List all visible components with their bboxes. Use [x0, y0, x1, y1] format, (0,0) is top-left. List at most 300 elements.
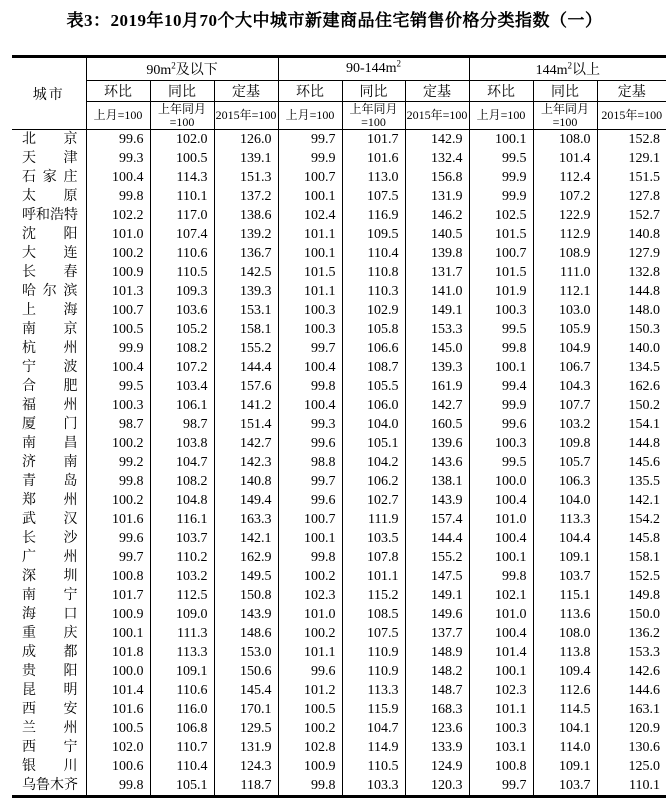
index-value: 102.0	[86, 738, 150, 757]
metric-header: 定基	[597, 81, 666, 102]
city-name-label: 天津	[22, 151, 78, 166]
table-row	[12, 624, 666, 643]
city-name	[12, 301, 86, 320]
index-value: 110.6	[150, 244, 214, 263]
index-value: 141.0	[405, 282, 469, 301]
index-value: 148.7	[405, 681, 469, 700]
index-value: 100.5	[86, 719, 150, 738]
city-name	[12, 358, 86, 377]
city-name-label: 深圳	[22, 569, 78, 584]
index-value: 99.5	[469, 320, 533, 339]
base-header: 2015年=100	[597, 102, 666, 130]
city-name	[12, 206, 86, 225]
index-value: 131.9	[405, 187, 469, 206]
table-row	[12, 719, 666, 738]
index-value: 100.4	[469, 624, 533, 643]
index-value: 163.1	[597, 700, 666, 719]
city-name-label: 昆明	[22, 683, 78, 698]
table-row	[12, 472, 666, 491]
base-header: 上月=100	[469, 102, 533, 130]
index-value: 144.6	[597, 681, 666, 700]
index-value: 115.9	[342, 700, 405, 719]
index-value: 103.7	[533, 567, 597, 586]
index-value: 153.0	[214, 643, 278, 662]
index-value: 107.5	[342, 624, 405, 643]
city-name-label: 济南	[22, 455, 78, 470]
index-value: 110.5	[342, 757, 405, 776]
city-name-label: 石家庄	[22, 170, 78, 185]
index-value: 103.5	[342, 529, 405, 548]
city-name	[12, 149, 86, 168]
city-name-label: 海口	[22, 607, 78, 622]
index-value: 102.7	[342, 491, 405, 510]
city-name	[12, 643, 86, 662]
index-value: 116.9	[342, 206, 405, 225]
index-value: 120.9	[597, 719, 666, 738]
index-value: 106.7	[533, 358, 597, 377]
index-value: 112.5	[150, 586, 214, 605]
index-value: 112.6	[533, 681, 597, 700]
metric-header: 定基	[405, 81, 469, 102]
index-value: 99.6	[278, 662, 342, 681]
index-value: 113.8	[533, 643, 597, 662]
index-value: 149.4	[214, 491, 278, 510]
city-name-label: 福州	[22, 398, 78, 413]
table-row	[12, 662, 666, 681]
city-name	[12, 719, 86, 738]
city-name-label: 银川	[22, 759, 78, 774]
base-header: 上月=100	[278, 102, 342, 130]
index-value: 100.7	[86, 301, 150, 320]
index-value: 99.4	[469, 377, 533, 396]
index-value: 108.7	[342, 358, 405, 377]
index-value: 146.2	[405, 206, 469, 225]
index-value: 104.9	[533, 339, 597, 358]
index-value: 106.2	[342, 472, 405, 491]
index-value: 105.1	[342, 434, 405, 453]
index-value: 129.1	[597, 149, 666, 168]
index-value: 99.8	[86, 187, 150, 206]
index-value: 101.9	[469, 282, 533, 301]
index-value: 109.1	[533, 757, 597, 776]
table-row	[12, 681, 666, 700]
index-value: 100.0	[469, 472, 533, 491]
index-value: 103.0	[533, 301, 597, 320]
index-value: 99.8	[278, 776, 342, 797]
city-name	[12, 776, 86, 797]
index-value: 110.4	[150, 757, 214, 776]
index-value: 102.1	[469, 586, 533, 605]
index-value: 102.9	[342, 301, 405, 320]
index-value: 156.8	[405, 168, 469, 187]
index-value: 154.2	[597, 510, 666, 529]
index-value: 110.5	[150, 263, 214, 282]
index-value: 104.4	[533, 529, 597, 548]
index-value: 101.1	[278, 225, 342, 244]
table-row	[12, 757, 666, 776]
city-name	[12, 453, 86, 472]
index-value: 120.3	[405, 776, 469, 797]
group-header-144-above: $144m^2$以上	[469, 57, 666, 81]
index-value: 108.0	[533, 130, 597, 150]
index-value: 110.3	[342, 282, 405, 301]
metric-header: 同比	[150, 81, 214, 102]
index-value: 148.9	[405, 643, 469, 662]
city-name-label: 成都	[22, 645, 78, 660]
index-value: 102.2	[86, 206, 150, 225]
index-value: 111.3	[150, 624, 214, 643]
index-value: 101.4	[469, 643, 533, 662]
index-value: 155.2	[405, 548, 469, 567]
index-value: 145.0	[405, 339, 469, 358]
index-value: 105.1	[150, 776, 214, 797]
city-name-label: 沈阳	[22, 227, 78, 242]
table-row	[12, 206, 666, 225]
index-value: 113.3	[533, 510, 597, 529]
index-value: 158.1	[214, 320, 278, 339]
city-name	[12, 263, 86, 282]
city-name	[12, 187, 86, 206]
city-name-label: 兰州	[22, 721, 78, 736]
table-row	[12, 700, 666, 719]
index-value: 99.8	[86, 776, 150, 797]
index-value: 100.4	[469, 529, 533, 548]
index-value: 108.2	[150, 472, 214, 491]
city-name	[12, 168, 86, 187]
index-value: 109.5	[342, 225, 405, 244]
city-name-label: 长春	[22, 265, 78, 280]
index-value: 137.7	[405, 624, 469, 643]
table-row	[12, 586, 666, 605]
index-value: 100.9	[86, 605, 150, 624]
index-value: 99.8	[469, 567, 533, 586]
index-value: 105.2	[150, 320, 214, 339]
index-value: 99.5	[86, 377, 150, 396]
index-value: 105.8	[342, 320, 405, 339]
index-value: 101.8	[86, 643, 150, 662]
index-value: 101.6	[86, 510, 150, 529]
city-name	[12, 415, 86, 434]
index-value: 161.9	[405, 377, 469, 396]
index-value: 103.6	[150, 301, 214, 320]
metric-header: 定基	[214, 81, 278, 102]
index-value: 122.9	[533, 206, 597, 225]
table-row	[12, 643, 666, 662]
index-value: 100.1	[469, 358, 533, 377]
index-value: 110.9	[342, 643, 405, 662]
index-value: 100.4	[86, 168, 150, 187]
city-name	[12, 282, 86, 301]
index-value: 109.4	[533, 662, 597, 681]
city-name-label: 南宁	[22, 588, 78, 603]
index-value: 110.2	[150, 548, 214, 567]
index-value: 99.9	[86, 339, 150, 358]
base-header: 2015年=100	[405, 102, 469, 130]
index-value: 132.4	[405, 149, 469, 168]
table-row	[12, 301, 666, 320]
index-value: 100.1	[469, 548, 533, 567]
index-value: 113.0	[342, 168, 405, 187]
index-value: 139.2	[214, 225, 278, 244]
index-value: 148.0	[597, 301, 666, 320]
city-name-label: 武汉	[22, 512, 78, 527]
index-value: 114.9	[342, 738, 405, 757]
city-name	[12, 472, 86, 491]
index-value: 100.5	[86, 320, 150, 339]
table-row	[12, 358, 666, 377]
city-name	[12, 605, 86, 624]
index-value: 113.3	[342, 681, 405, 700]
index-value: 143.6	[405, 453, 469, 472]
table-row	[12, 453, 666, 472]
index-value: 103.4	[150, 377, 214, 396]
index-value: 115.1	[533, 586, 597, 605]
index-value: 100.3	[86, 396, 150, 415]
index-value: 152.5	[597, 567, 666, 586]
city-name	[12, 681, 86, 700]
index-value: 101.5	[278, 263, 342, 282]
table-header	[12, 57, 666, 130]
index-value: 109.0	[150, 605, 214, 624]
index-value: 100.2	[86, 434, 150, 453]
index-value: 143.9	[405, 491, 469, 510]
index-value: 148.6	[214, 624, 278, 643]
index-value: 104.7	[342, 719, 405, 738]
index-value: 100.9	[86, 263, 150, 282]
index-value: 100.1	[469, 662, 533, 681]
city-name-label: 南昌	[22, 436, 78, 451]
city-name	[12, 339, 86, 358]
index-value: 157.4	[405, 510, 469, 529]
index-value: 114.0	[533, 738, 597, 757]
index-value: 144.8	[597, 434, 666, 453]
index-value: 101.2	[278, 681, 342, 700]
group-header-90-below: $90m^2$及以下	[86, 57, 278, 81]
index-value: 101.7	[86, 586, 150, 605]
index-value: 102.3	[278, 586, 342, 605]
index-value: 101.4	[86, 681, 150, 700]
index-value: 170.1	[214, 700, 278, 719]
index-value: 100.8	[469, 757, 533, 776]
index-value: 101.0	[86, 225, 150, 244]
table-row	[12, 168, 666, 187]
index-value: 105.7	[533, 453, 597, 472]
index-value: 109.8	[533, 434, 597, 453]
index-value: 142.9	[405, 130, 469, 150]
index-value: 99.7	[278, 339, 342, 358]
index-value: 100.3	[469, 434, 533, 453]
index-value: 99.7	[86, 548, 150, 567]
index-value: 134.5	[597, 358, 666, 377]
city-name	[12, 624, 86, 643]
city-column-header: 城市	[12, 57, 86, 130]
index-value: 104.0	[342, 415, 405, 434]
index-value: 100.4	[278, 358, 342, 377]
city-name-label: 合肥	[22, 379, 78, 394]
index-value: 142.3	[214, 453, 278, 472]
base-header: 上年同月=100	[342, 102, 405, 130]
index-value: 142.5	[214, 263, 278, 282]
index-value: 109.1	[150, 662, 214, 681]
table-row	[12, 396, 666, 415]
city-name-label: 南京	[22, 322, 78, 337]
index-value: 100.7	[278, 168, 342, 187]
price-index-table	[12, 55, 666, 798]
city-name	[12, 700, 86, 719]
index-value: 127.8	[597, 187, 666, 206]
index-value: 127.9	[597, 244, 666, 263]
index-value: 99.5	[469, 453, 533, 472]
index-value: 150.2	[597, 396, 666, 415]
city-name	[12, 662, 86, 681]
index-value: 149.5	[214, 567, 278, 586]
city-name	[12, 244, 86, 263]
city-name-label: 西宁	[22, 740, 78, 755]
table-row	[12, 339, 666, 358]
index-value: 101.0	[469, 605, 533, 624]
index-value: 131.9	[214, 738, 278, 757]
index-value: 100.8	[86, 567, 150, 586]
index-value: 136.7	[214, 244, 278, 263]
index-value: 142.6	[597, 662, 666, 681]
index-value: 113.6	[533, 605, 597, 624]
index-value: 110.9	[342, 662, 405, 681]
index-value: 139.8	[405, 244, 469, 263]
index-value: 158.1	[597, 548, 666, 567]
index-value: 99.9	[469, 396, 533, 415]
city-name	[12, 130, 86, 150]
index-value: 110.6	[150, 681, 214, 700]
index-value: 100.2	[278, 719, 342, 738]
table-row	[12, 529, 666, 548]
index-value: 139.6	[405, 434, 469, 453]
index-value: 100.6	[86, 757, 150, 776]
index-value: 114.5	[533, 700, 597, 719]
city-name	[12, 510, 86, 529]
index-value: 99.7	[469, 776, 533, 797]
city-name	[12, 738, 86, 757]
index-value: 160.5	[405, 415, 469, 434]
index-value: 100.7	[278, 510, 342, 529]
index-value: 107.2	[150, 358, 214, 377]
index-value: 149.8	[597, 586, 666, 605]
city-name-label: 哈尔滨	[22, 284, 78, 299]
index-value: 104.2	[342, 453, 405, 472]
index-value: 110.8	[342, 263, 405, 282]
city-name	[12, 529, 86, 548]
index-value: 99.9	[469, 168, 533, 187]
index-value: 109.3	[150, 282, 214, 301]
index-value: 101.1	[278, 282, 342, 301]
index-value: 101.1	[278, 643, 342, 662]
index-value: 133.9	[405, 738, 469, 757]
index-value: 110.4	[342, 244, 405, 263]
city-name-label: 长沙	[22, 531, 78, 546]
index-value: 99.8	[469, 339, 533, 358]
index-value: 107.7	[533, 396, 597, 415]
city-name	[12, 586, 86, 605]
city-name-label: 广州	[22, 550, 78, 565]
index-value: 100.2	[278, 624, 342, 643]
city-name	[12, 491, 86, 510]
index-value: 100.2	[278, 567, 342, 586]
index-value: 98.8	[278, 453, 342, 472]
index-value: 142.7	[405, 396, 469, 415]
base-header: 上年同月=100	[533, 102, 597, 130]
index-value: 112.1	[533, 282, 597, 301]
index-value: 113.3	[150, 643, 214, 662]
index-value: 118.7	[214, 776, 278, 797]
index-value: 108.0	[533, 624, 597, 643]
index-value: 140.8	[214, 472, 278, 491]
index-value: 102.4	[278, 206, 342, 225]
index-value: 100.3	[278, 320, 342, 339]
city-name	[12, 377, 86, 396]
table-row	[12, 415, 666, 434]
index-value: 116.1	[150, 510, 214, 529]
index-value: 162.6	[597, 377, 666, 396]
index-value: 142.1	[597, 491, 666, 510]
city-name	[12, 757, 86, 776]
index-value: 111.0	[533, 263, 597, 282]
index-value: 99.8	[278, 377, 342, 396]
index-value: 149.6	[405, 605, 469, 624]
table-row	[12, 434, 666, 453]
index-value: 99.6	[278, 491, 342, 510]
index-value: 116.0	[150, 700, 214, 719]
table-row	[12, 567, 666, 586]
index-value: 152.7	[597, 206, 666, 225]
index-value: 106.8	[150, 719, 214, 738]
index-value: 105.5	[342, 377, 405, 396]
index-value: 149.1	[405, 586, 469, 605]
city-name	[12, 225, 86, 244]
index-value: 144.4	[405, 529, 469, 548]
city-name-label: 青岛	[22, 474, 78, 489]
city-name-label: 贵阳	[22, 664, 78, 679]
metric-header: 环比	[469, 81, 533, 102]
table-body	[12, 130, 666, 797]
metric-header: 同比	[533, 81, 597, 102]
index-value: 110.1	[597, 776, 666, 797]
index-value: 139.3	[405, 358, 469, 377]
index-value: 137.2	[214, 187, 278, 206]
index-value: 152.8	[597, 130, 666, 150]
index-value: 109.1	[533, 548, 597, 567]
index-value: 100.1	[86, 624, 150, 643]
index-value: 142.7	[214, 434, 278, 453]
index-value: 102.0	[150, 130, 214, 150]
index-value: 99.7	[278, 472, 342, 491]
table-row	[12, 605, 666, 624]
index-value: 162.9	[214, 548, 278, 567]
city-name	[12, 567, 86, 586]
table-row	[12, 548, 666, 567]
index-value: 101.6	[342, 149, 405, 168]
table-row	[12, 263, 666, 282]
index-value: 136.2	[597, 624, 666, 643]
table-row	[12, 130, 666, 150]
city-name-label: 杭州	[22, 341, 78, 356]
index-value: 148.2	[405, 662, 469, 681]
metric-header: 同比	[342, 81, 405, 102]
index-value: 99.6	[86, 130, 150, 150]
index-value: 99.6	[278, 434, 342, 453]
city-name-label: 郑州	[22, 493, 78, 508]
index-value: 100.4	[278, 396, 342, 415]
index-value: 145.8	[597, 529, 666, 548]
index-value: 108.9	[533, 244, 597, 263]
